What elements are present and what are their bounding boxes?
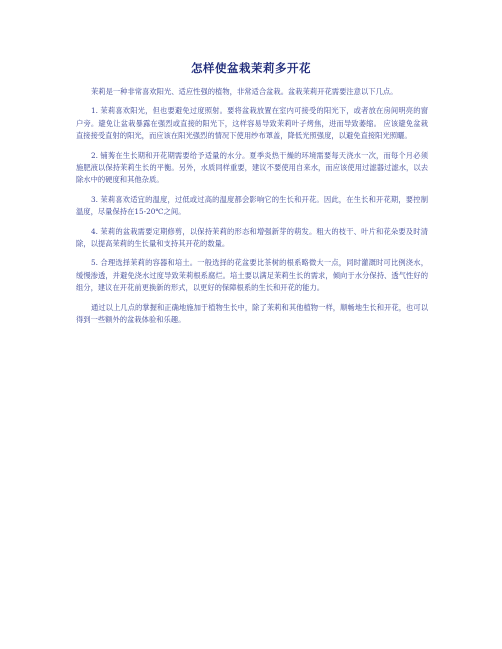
conclusion-paragraph: 通过以上几点的掌握和正确地施加于植物生长中，除了茉莉和其他植物一样，顺畅地生长和开花，也可以得到一些额外的盆栽体验和乐趣。: [76, 302, 428, 325]
point-1-paragraph: 1. 茉莉喜欢阳光，但也要避免过度照射。要将盆栽放置在室内可接受的阳光下，或者放在房间明亮的窗户旁。避免让盆栽暴露在强烈或直接的阳光下，这样容易导致茉莉叶子烤焦，进而导致萎缩。 应该避免盆栽直接接受直射的阳光，而应该在阳光强烈的情况下使用纱布罩盖，降低光照强度，以避免直接阳光照曬。: [76, 106, 428, 141]
point-3-paragraph: 3. 茉莉喜欢适宜的温度，过低或过高的温度都会影响它的生长和开花。因此，在生长和开花期，要控制温度，尽量保持在15-20℃之间。: [76, 194, 428, 217]
point-5-paragraph: 5. 合理选择茉莉的容器和培土。一般选择的花盆要比茶树的根系略微大一点，同时灌溉时可比例浇水，缓慢渗透，并避免浇水过度导致茉莉根系腐烂。培土要以满足茉莉生长的需求，倾向于水分保持、透气性好的组分，建议在开花前更换新的形式，以更好的保障根系的生长和开花的能力。: [76, 258, 428, 293]
point-2-paragraph: 2. 铺莠在生长期和开花期需要给予适量的水分。夏季炎热干燥的环境需要每天浇水一次，而每个月必须施肥液以保持茉莉生长的平衡。另外，水质同样重要，建议不要使用自来水，而应该使用过滤器过滤水，以去除水中的硬度和其他杂质。: [76, 150, 428, 185]
point-4-paragraph: 4. 茉莉的盆栽需要定期修剪，以保持茉莉的形态和增强新芽的萌发。粗大的枝干、叶片和花朵要及时清除，以提高茉莉的生长量和支持其开花的数量。: [76, 226, 428, 249]
document-body: [76, 86, 428, 334]
intro-paragraph: 茉莉是一种非常喜欢阳光、适应性强的植物，非常适合盆栽。盆栽茉莉开花需要注意以下几点。: [91, 87, 398, 96]
document-title: 怎样使盆栽茉莉多开花: [191, 61, 311, 75]
